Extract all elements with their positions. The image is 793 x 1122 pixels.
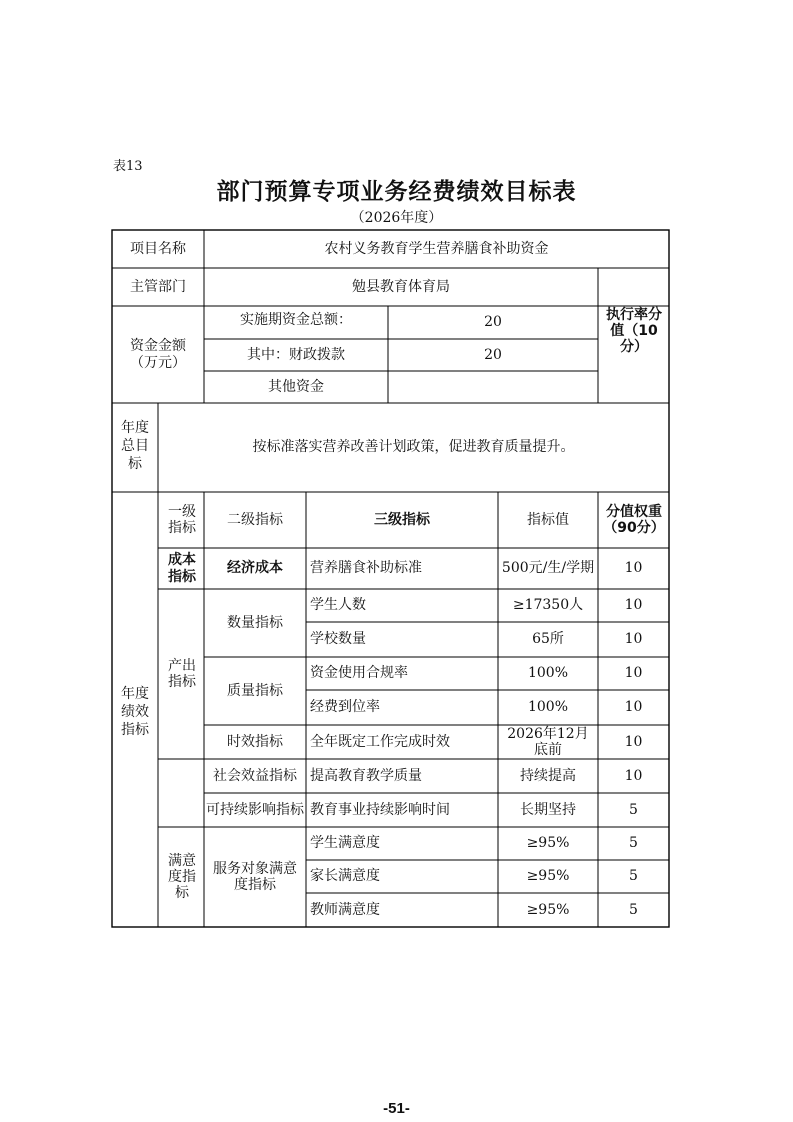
row-value: 100% xyxy=(527,699,569,716)
funds-label: 资金金额（万元） xyxy=(130,338,186,371)
page-subtitle: （2026年度） xyxy=(350,210,443,226)
row-weight: 10 xyxy=(624,699,643,716)
header-value: 指标值 xyxy=(527,511,569,528)
funds-total-value: 20 xyxy=(484,314,502,331)
funds-fiscal-value: 20 xyxy=(484,346,502,363)
row-value: 500元/生/学期 xyxy=(501,560,595,577)
group-effect xyxy=(162,759,202,827)
row-name: 资金使用合规率 xyxy=(310,665,408,682)
row-value: ≥95% xyxy=(526,835,570,852)
row-weight: 5 xyxy=(629,801,638,818)
row-name: 学生满意度 xyxy=(310,835,380,852)
row-name: 学校数量 xyxy=(310,631,366,648)
page-number: -51- xyxy=(383,1100,410,1117)
funds-total-label: 实施期资金总额： xyxy=(240,311,352,328)
header-level3: 三级指标 xyxy=(374,511,430,528)
row-weight: 5 xyxy=(629,901,638,918)
row-name: 教育事业持续影响时间 xyxy=(310,801,450,818)
row-value: 100% xyxy=(527,665,569,682)
group-satisfaction: 满意度指标 xyxy=(168,852,196,902)
level2-service-satisfaction: 服务对象满意度指标 xyxy=(213,860,297,893)
level2-economic-cost: 经济成本 xyxy=(227,560,283,577)
header-weight: 分值权重（90分） xyxy=(603,503,665,536)
row-name: 营养膳食补助标准 xyxy=(310,560,422,577)
dept-label: 主管部门 xyxy=(130,278,186,295)
row-value: 持续提高 xyxy=(520,767,576,784)
row-name: 教师满意度 xyxy=(310,901,380,918)
row-weight: 10 xyxy=(624,665,643,682)
row-weight: 10 xyxy=(624,733,643,750)
header-level1: 一级指标 xyxy=(168,503,196,536)
row-name: 经费到位率 xyxy=(310,699,380,716)
page-title: 部门预算专项业务经费绩效目标表 xyxy=(216,179,577,205)
project-name-value: 农村义务教育学生营养膳食补助资金 xyxy=(324,240,549,257)
row-weight: 5 xyxy=(629,835,638,852)
row-value: 2026年12月底前 xyxy=(507,725,589,758)
dept-value: 勉县教育体育局 xyxy=(352,278,450,295)
row-value: ≥95% xyxy=(526,901,570,918)
row-name: 提高教育教学质量 xyxy=(310,767,422,784)
funds-other-label: 其他资金 xyxy=(268,378,324,395)
row-value: ≥95% xyxy=(526,868,570,885)
header-level2: 二级指标 xyxy=(227,511,283,528)
exec-rate-label: 执行率分值（10分） xyxy=(606,306,662,356)
table-label: 表13 xyxy=(113,159,143,174)
annual-goal-label: 年度总目标 xyxy=(121,419,149,473)
row-value: 65所 xyxy=(532,631,564,648)
project-name-label: 项目名称 xyxy=(130,240,186,257)
row-weight: 5 xyxy=(629,868,638,885)
row-weight: 10 xyxy=(624,767,643,784)
level2-quality: 质量指标 xyxy=(227,682,283,699)
row-value: 长期坚持 xyxy=(520,801,576,818)
group-cost: 成本指标 xyxy=(168,552,196,585)
level2-social-benefit: 社会效益指标 xyxy=(213,767,297,784)
row-name: 学生人数 xyxy=(310,597,366,614)
indicators-section-label: 年度绩效指标 xyxy=(121,685,149,739)
row-weight: 10 xyxy=(624,631,643,648)
level2-sustainable: 可持续影响指标 xyxy=(206,801,304,818)
row-value: ≥17350人 xyxy=(512,597,584,614)
annual-goal-text: 按标准落实营养改善计划政策，促进教育质量提升。 xyxy=(252,439,575,456)
row-weight: 10 xyxy=(624,560,643,577)
funds-other-value xyxy=(388,371,598,403)
funds-fiscal-label: 其中：财政拨款 xyxy=(247,346,345,363)
group-output: 产出指标 xyxy=(168,657,196,690)
row-weight: 10 xyxy=(624,597,643,614)
row-name: 家长满意度 xyxy=(310,868,380,885)
level2-quantity: 数量指标 xyxy=(227,614,283,631)
level2-timeliness: 时效指标 xyxy=(227,733,283,750)
row-name: 全年既定工作完成时效 xyxy=(310,733,450,750)
